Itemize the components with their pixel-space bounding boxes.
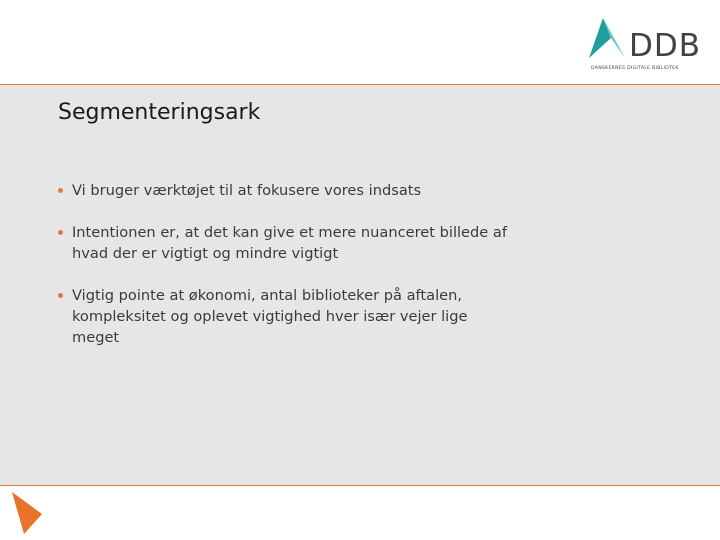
logo-tagline: DANSKERNES DIGITALE BIBLIOTEK [591,66,679,71]
bullet-text: kompleksitet og oplevet vigtighed hver især vejer lige [72,308,468,325]
bullet-list [58,180,578,369]
logo-letters: DDB [629,28,702,64]
slide-title: Segmenteringsark [58,100,261,125]
bullet-text: Vigtig pointe at økonomi, antal biblioteker på aftalen, [72,287,462,304]
bullet-item [58,222,578,264]
bullet-text: Vi bruger værktøjet til at fokusere vores indsats [72,182,422,199]
footer-divider [0,485,720,486]
ddb-logo [585,16,705,76]
bullet-text: Intentionen er, at det kan give et mere nuanceret billede af [72,224,507,241]
bullet-dot-icon [58,188,63,193]
ddb-logo-mark-icon [585,16,629,62]
orange-triangle-arrow-icon [12,492,44,536]
bullet-item [58,285,578,348]
bullet-dot-icon [58,293,63,298]
bullet-text: hvad der er vigtigt og mindre vigtigt [72,245,339,262]
bullet-item [58,180,578,201]
bullet-dot-icon [58,230,63,235]
bullet-text: meget [72,329,120,346]
